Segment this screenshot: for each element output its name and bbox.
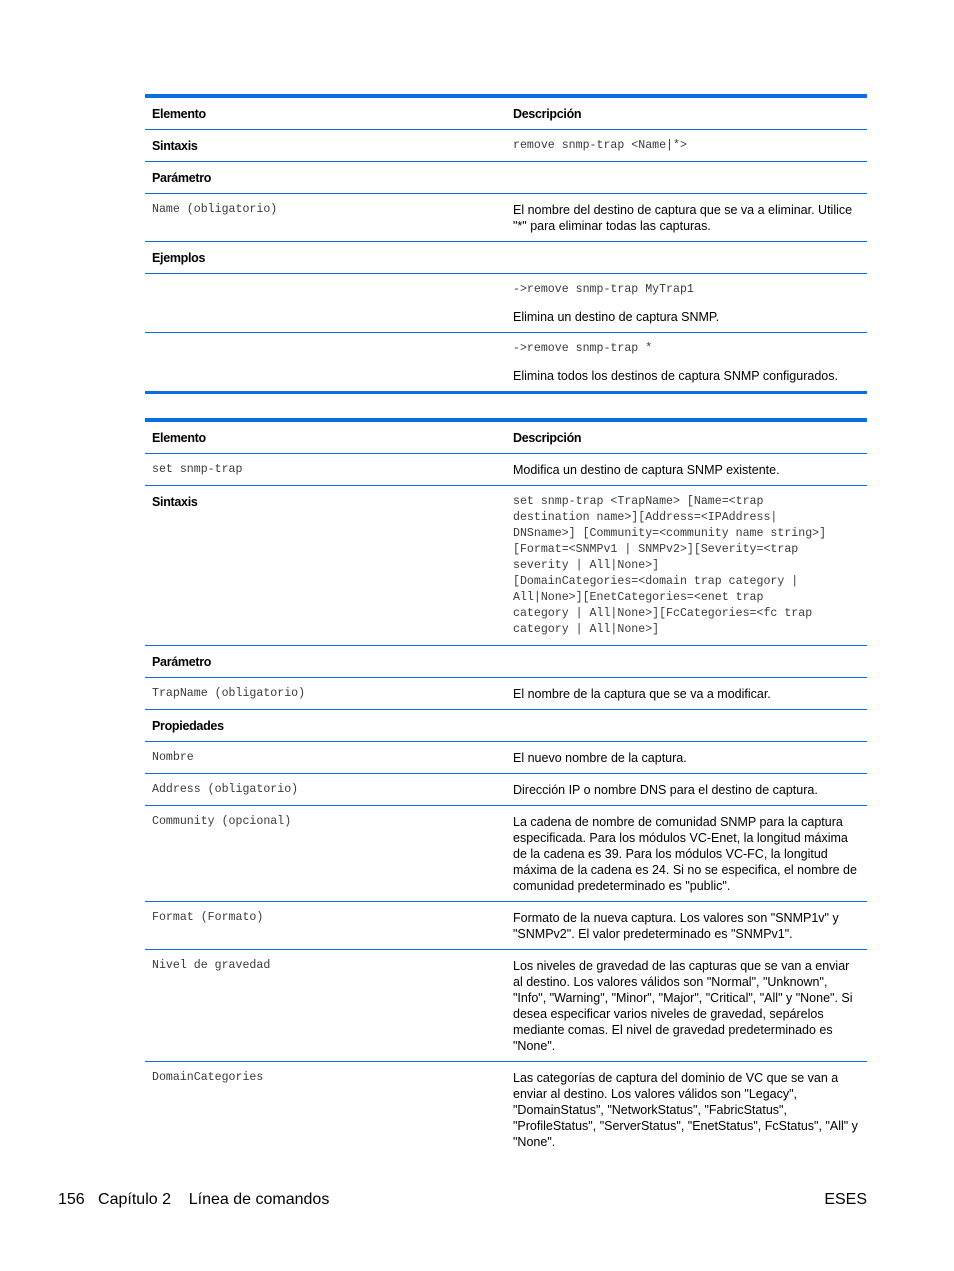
property-desc: Los niveles de gravedad de las capturas que se van a enviar al destino. Los valores válidos son "Normal", "Unknown", "Info", "Warning", "Minor", "Major", "Critical", "All" y "None". Si desea especificar varios niveles de gravedad, sepárelos mediante comas. El nivel de gravedad predeterminado es "None". <box>513 959 853 1053</box>
syntax-value <box>506 486 867 645</box>
property-row <box>145 1061 867 1157</box>
syntax-line: set snmp-trap <TrapName> [Name=<trap <box>513 495 764 508</box>
property-desc: El nuevo nombre de la captura. <box>513 751 687 765</box>
param-name: TrapName (obligatorio) <box>152 687 306 700</box>
syntax-line: [Format=<SNMPv1 | SNMPv2>][Severity=<trap <box>513 543 799 556</box>
command-name: set snmp-trap <box>152 463 243 476</box>
property-name: Address (obligatorio) <box>152 783 299 796</box>
props-label: Propiedades <box>152 719 224 733</box>
locale-code: ESES <box>824 1191 867 1208</box>
props-label-row <box>145 709 867 741</box>
example-row <box>145 273 867 332</box>
syntax-line: DNSname>] [Community=<community name string>] <box>513 527 827 540</box>
syntax-line: category | All|None>][FcCategories=<fc trap <box>513 607 813 620</box>
param-label-row <box>145 161 867 193</box>
example-command: ->remove snmp-trap MyTrap1 <box>513 283 694 296</box>
syntax-line: All|None>][EnetCategories=<enet trap <box>513 591 764 604</box>
property-name: Nivel de gravedad <box>152 959 271 972</box>
property-name: DomainCategories <box>152 1071 264 1084</box>
header-elemento: Elemento <box>152 431 206 445</box>
param-name: Name (obligatorio) <box>152 203 278 216</box>
property-row <box>145 741 867 773</box>
examples-label: Ejemplos <box>152 251 206 265</box>
param-row <box>145 677 867 709</box>
syntax-line: [DomainCategories=<domain trap category | <box>513 575 799 588</box>
example-description: Elimina un destino de captura SNMP. <box>513 310 720 324</box>
example-row <box>145 332 867 391</box>
remove-snmp-trap-table <box>145 94 867 394</box>
property-row <box>145 901 867 949</box>
property-desc: Formato de la nueva captura. Los valores son "SNMP1v" y "SNMPv2". El valor predeterminado es "SNMPv1". <box>513 911 839 941</box>
syntax-label: Sintaxis <box>152 495 198 509</box>
page-footer-right <box>824 1191 867 1209</box>
examples-label-row <box>145 241 867 273</box>
syntax-row <box>145 485 867 645</box>
property-name: Format (Formato) <box>152 911 264 924</box>
syntax-label: Sintaxis <box>152 139 198 153</box>
property-desc: La cadena de nombre de comunidad SNMP para la captura especificada. Para los módulos VC-Enet, la longitud máxima de la cadena es 39. Para los módulos VC-FC, la longitud máxima de la cadena es 24. Si no se especifica, el nombre de comunidad predeterminado es "public". <box>513 815 857 893</box>
header-descripcion: Descripción <box>513 107 582 121</box>
property-row <box>145 949 867 1061</box>
example-command: ->remove snmp-trap * <box>513 342 653 355</box>
example-description: Elimina todos los destinos de captura SNMP configurados. <box>513 369 838 383</box>
syntax-line: severity | All|None>] <box>513 559 660 572</box>
property-row <box>145 805 867 901</box>
section-title: Línea de comandos <box>188 1191 330 1208</box>
syntax-line: category | All|None>] <box>513 623 660 636</box>
chapter-label: Capítulo 2 <box>98 1191 171 1208</box>
syntax-value: remove snmp-trap <Name|*> <box>513 139 687 152</box>
property-row <box>145 773 867 805</box>
header-descripcion: Descripción <box>513 431 582 445</box>
page-number: 156 <box>58 1191 85 1208</box>
command-row <box>145 453 867 485</box>
table-header-row <box>145 98 867 129</box>
property-name: Community (opcional) <box>152 815 292 828</box>
table-header-row <box>145 422 867 453</box>
syntax-row <box>145 129 867 161</box>
param-desc: El nombre del destino de captura que se va a eliminar. Utilice "*" para eliminar todas las capturas. <box>513 203 853 233</box>
syntax-line: destination name>][Address=<IPAddress| <box>513 511 778 524</box>
command-desc: Modifica un destino de captura SNMP existente. <box>513 463 780 477</box>
param-label-row <box>145 645 867 677</box>
param-label: Parámetro <box>152 171 212 185</box>
param-desc: El nombre de la captura que se va a modificar. <box>513 687 771 701</box>
property-desc: Dirección IP o nombre DNS para el destino de captura. <box>513 783 818 797</box>
property-desc: Las categorías de captura del dominio de VC que se van a enviar al destino. Los valores válidos son "Legacy", "DomainStatus", "NetworkStatus", "FabricStatus", "ProfileStatus", "ServerStatus", "EnetStatus", FcStatus", "All" y "None". <box>513 1071 858 1149</box>
property-name: Nombre <box>152 751 194 764</box>
set-snmp-trap-table <box>145 418 867 1157</box>
header-elemento: Elemento <box>152 107 206 121</box>
param-label: Parámetro <box>152 655 212 669</box>
param-row <box>145 193 867 241</box>
page-footer-left <box>58 1191 329 1209</box>
